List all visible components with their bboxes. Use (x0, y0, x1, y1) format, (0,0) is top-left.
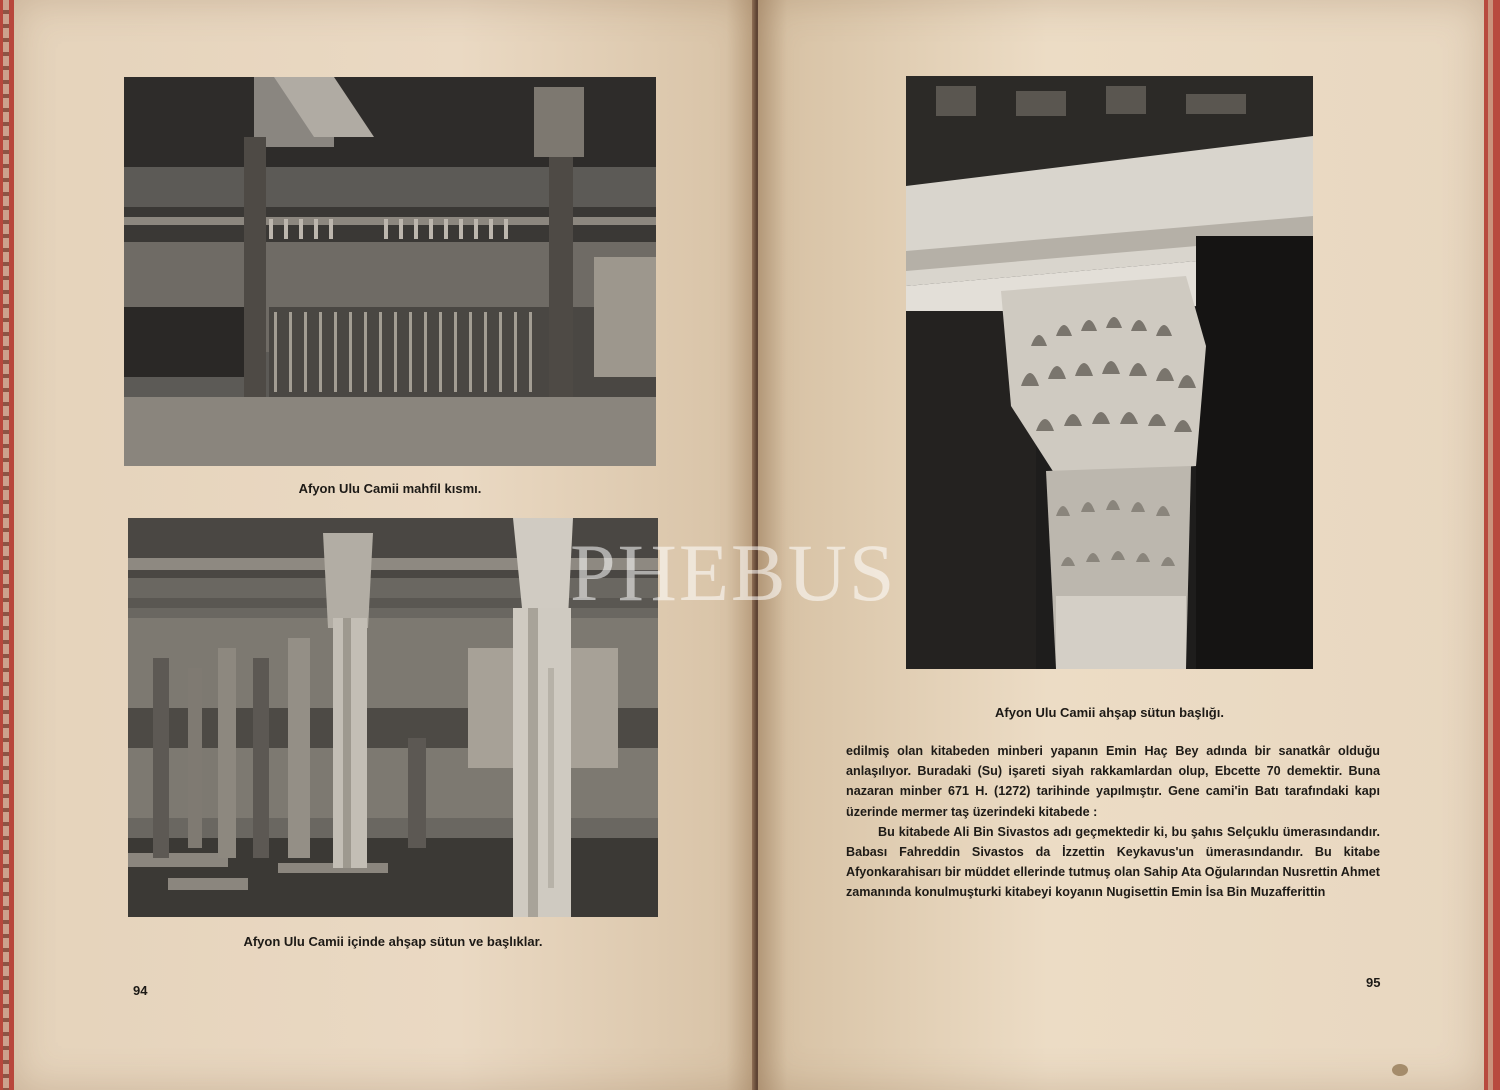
page-number-left: 94 (133, 983, 148, 998)
watermark: PHEBUS (570, 527, 897, 618)
paragraph-1: edilmiş olan kitabeden minberi yapanın Emin Haç Bey adında bir sanatkâr olduğu anlaşılıyor. Buradaki (Su) işareti siyah rakkamlardan olup, Ebcette 70 demektir. Buna nazaran minber 671 H. (1272) tarihinde yapılmıştır. Gene cami'in Batı tarafındaki kapı üzerinde mermer taş üzerindeki kitabede : (846, 744, 1380, 819)
photo-mahfil-caption: Afyon Ulu Camii mahfil kısmı. (298, 481, 482, 496)
body-text (846, 741, 1380, 903)
page-number-right: 95 (1366, 975, 1381, 990)
paragraph-2: Bu kitabede Ali Bin Sivastos adı geçmektedir ki, bu şahıs Selçuklu ümerasındandır. Babası Fahreddin Sivastos da İzzettin Keykavus'un ümerasındandır. Bu kitabe Afyonkarahisarı bir müddet ellerinde tutmuş olan Sahip Ata Oğularından Nusrettin Ahmet zamanında konulmuşturki kitabeyi koyanın Nugisettin Emin İsa Bin Muzafferittin (846, 824, 1380, 900)
photo-columns-caption: Afyon Ulu Camii içinde ahşap sütun ve başlıklar. (243, 934, 543, 949)
photo-column-capital (906, 76, 1313, 669)
book-cover-edge-right (1484, 0, 1500, 1090)
photo-capital-caption: Afyon Ulu Camii ahşap sütun başlığı. (995, 705, 1224, 720)
stamp-mark (1392, 1064, 1408, 1076)
photo-mahfil (124, 77, 656, 466)
